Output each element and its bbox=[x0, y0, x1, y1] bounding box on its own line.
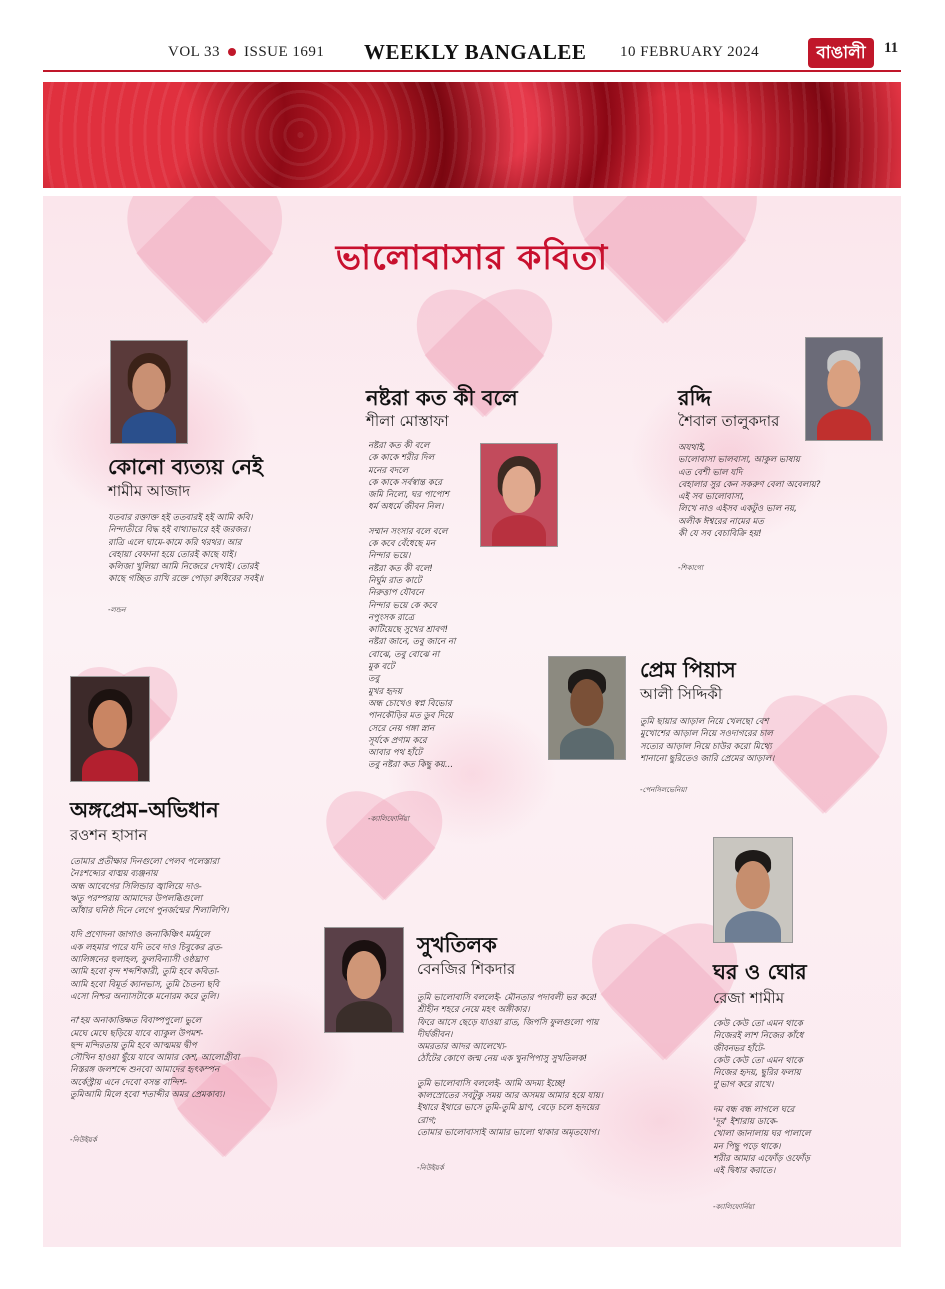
author-photo bbox=[324, 927, 404, 1033]
poem-text: নষ্টরা কত কী বলে কে কাকে শরীর দিল মনের বদলে কে কাকে সর্বস্বান্ত করে জমি নিলো, ঘর পাপোশ ধর্ম অধর্মে জীবন নিল। সম্মান সংসার বলে বলে কে কবে বেঁধেছে মন নিন্দার ভয়ে। নষ্টরা কত কী বলে! নির্ঘুম রাত কাটে নিরুত্তাপ যৌবনে নিন্দার ভয়ে কে কবে নপুংসক রাত্রে কাটিয়েছে সুখের শ্রাবণ! নষ্টরা জানে, তবু জানে না বোঝে, তবু বোঝে না মুক বটে তবু মুখর হৃদয় অন্ধ চোখেও স্বপ্ন বিভোর পানকৌড়ির মত ডুব দিয়ে সেরে নেয় গঙ্গা স্নান সূর্যকে প্রণাম করে আবার পথ হাঁটে তবু নষ্টরা কত কিছু কয়... bbox=[368, 441, 456, 771]
author-photo bbox=[480, 443, 558, 547]
poem-location: -শিকাগো bbox=[678, 564, 704, 572]
poem-location: -ক্যালিফোর্নিয়া bbox=[368, 815, 409, 823]
poem-title: কোনো ব্যত্যয় নেই bbox=[108, 455, 263, 479]
poem-author: রেজা শামীম bbox=[713, 989, 785, 1007]
poetry-section bbox=[43, 196, 901, 1247]
poem-text: কেউ কেউ তো এমন থাকে নিজেরই লাশ নিজের কাঁধে জীবনভর হাঁটে- কেউ কেউ তো এমন থাকে নিজের হৃদয়, ছুরির ফলায় দু'ভাগ করে রাখে। দম বন্ধ বন্ধ লাগলে ঘরে 'দূর' ইশারায় ডাকে- খোলা জানালায় ঘর পালালে মন পিছু পড়ে থাকে। শরীর আমার এফোঁড় ওফোঁড় এই দ্বিধার করাতে। bbox=[713, 1019, 811, 1177]
poem-location: -পেনসিলভেনিয়া bbox=[640, 786, 687, 794]
poem-author: বেনজির শিকদার bbox=[417, 960, 516, 978]
author-photo bbox=[110, 340, 188, 444]
poem-author: শীলা মোস্তাফা bbox=[366, 412, 449, 430]
issue-date: 10 FEBRUARY 2024 bbox=[620, 44, 760, 60]
poem-title: সুখতিলক bbox=[417, 933, 497, 957]
poem-text: তুমি ছায়ার আড়াল নিয়ে খেলছো বেশ মুখোশের আড়াল নিয়ে সওদাগরের চাল সত্যের আড়াল নিয়ে চাউর করো মিথ্যে শানানো ছুরিতেও জারি প্রেমের আড়াল। bbox=[640, 717, 775, 764]
issue: ISSUE 1691 bbox=[244, 44, 325, 60]
author-photo bbox=[70, 676, 150, 782]
poem-author: আলী সিদ্দিকী bbox=[640, 685, 723, 703]
poem-location: -নিউইয়র্ক bbox=[417, 1164, 444, 1172]
poem-author: শৈবাল তালুকদার bbox=[678, 412, 780, 430]
poem-title: ঘর ও ঘোর bbox=[713, 960, 807, 984]
page-number: 11 bbox=[884, 40, 899, 56]
header-rule bbox=[43, 70, 901, 72]
poem-text: অযথাই, ভালোবাসা ভালবাসা, আকুল ভাষায় এত বেশী ভাল যদি বেহালার সুর কেন সকরুণ বেলা অবেলায়? এই সব ভালোবাসা, লিখে নাও এইসব একটুও ভাল নয়, অলীক ঈশ্বরের নামের মত কী যে সব বেচাবিক্রি হয়! bbox=[678, 443, 821, 540]
poem-text: যতবার রক্তাক্ত হই ততবারই হই আমি কবি। নিন্দাতীরে বিদ্ধ হই বাথ্যাভারে হই জরজর। রাত্রি এলে ঘামে-কামে করি থরথর। আর বেহায়া বেফানা হয়ে তোরই কাছে যাই। কলিজা খুলিয়া আমি নিজেরে দেখাই। তোরই কাছে গচ্ছিত রাখি রক্তে পোড়া রুধিরের সবই॥ bbox=[108, 513, 264, 585]
poem-location: -ক্যালিফোর্নিয়া bbox=[713, 1203, 754, 1211]
poem-title: অঙ্গপ্রেম–অভিধান bbox=[70, 798, 219, 822]
poem-title: প্রেম পিয়াস bbox=[640, 658, 736, 682]
author-photo bbox=[713, 837, 793, 943]
poem-text: তোমার প্রতীক্ষার দিনগুলো পেলব পলেস্তারা নৈঃশব্দ্যের বাঙ্ময় ব্যঞ্জনায় অন্ধ আবেগের সিলিন্ডার জ্বালিয়ে দাও- ঋতু পরম্পরায় আমাদের উপলব্ধিগুলো আঁধার ঘনিষ্ঠ দিনে লেগে পুনর্জন্মের শিলালিপি। যদি প্রণোদনা জাগাও জনাকিঞ্চিৎ মর্মমূলে এক লহমার পারে যদি তবে দাও চিবুকের ব্রত- আলিঙ্গনের হুলাহল, ফুলবিন্যাসী ওষ্ঠঘ্রাণ আমি হবো বৃন্দ শব্দশিকারী, তুমি হবে কবিতা- আমি হবো বিমূর্ত ক্যানভাস, তুমি চৈতন্য ছবি এসো নিশ্চর অন্যাসটাকে মনোরম করে তুলি। না'হয় অনাকাঙ্ক্ষিত বিবাষ্পপুলো ভুলে মেঘে মেঘে ছড়িয়ে যাবে ব্যাকুল উপমশ- ছন্দ মন্দিরতায় তুমি হবে আত্মময় দ্বীপ সৌখিন হাওয়া ছুঁয়ে যাবে আমার কেশ, আলোগ্রীবা নিস্তরঙ্গ জলশব্দে শুনবো আমাদের হৃৎকম্পন অর্কেস্ট্রায় এনে দেবো বসন্ত বান্দিশ- তুমিআমি মিলে হবো শতাব্দীর অমর প্রেমকাব্য। bbox=[70, 857, 240, 1101]
dot-separator bbox=[228, 48, 236, 56]
poem-location: -নিউইয়র্ক bbox=[70, 1136, 97, 1144]
poem-author: শামীম আজাদ bbox=[108, 482, 191, 500]
poem-location: -লন্ডন bbox=[108, 606, 126, 614]
rose-banner-image bbox=[43, 82, 901, 188]
author-photo bbox=[805, 337, 883, 441]
poem-text: তুমি ভালোবাসি বললেই- মৌনতার পদাবলী ভর করে! শ্রীহীন শহরে নেয়ে মহৎ অঙ্গীকার। ফিরে আসে ছেড়ে যাওয়া রাত, জিপসি ফুলগুলো পায় দীর্ঘজীবন। অমরতার আদর আলেখ্যে- ঠোঁটের কোণে জন্ম নেয় এক খুনপিপাসু সুখতিলক! তুমি ভালোবাসি বললেই- আমি অদম্য ইচ্ছে! কালস্রোতের সবটুকু সময় আর অসময় আমার হয়ে যায়। ইথারে ইথারে ভাসে তুমি-তুমি ঘ্রাণ, বেড়ে চলে হৃদয়ের রোগ; তোমার ভালোবাসাই আমার ভালো থাকার অমৃতযোগ। bbox=[417, 993, 603, 1138]
paper-name: WEEKLY BANGALEE bbox=[364, 40, 587, 64]
author-photo bbox=[548, 656, 626, 760]
poem-title: রদ্দি bbox=[678, 386, 712, 410]
poem-author: রওশন হাসান bbox=[70, 826, 148, 844]
volume: VOL 33 bbox=[168, 44, 221, 60]
poem-title: নষ্টরা কত কী বলে bbox=[366, 386, 518, 410]
section-title: ভালোবাসার কবিতা bbox=[335, 238, 609, 278]
masthead bbox=[0, 0, 945, 72]
paper-logo: বাঙালী bbox=[808, 38, 874, 68]
